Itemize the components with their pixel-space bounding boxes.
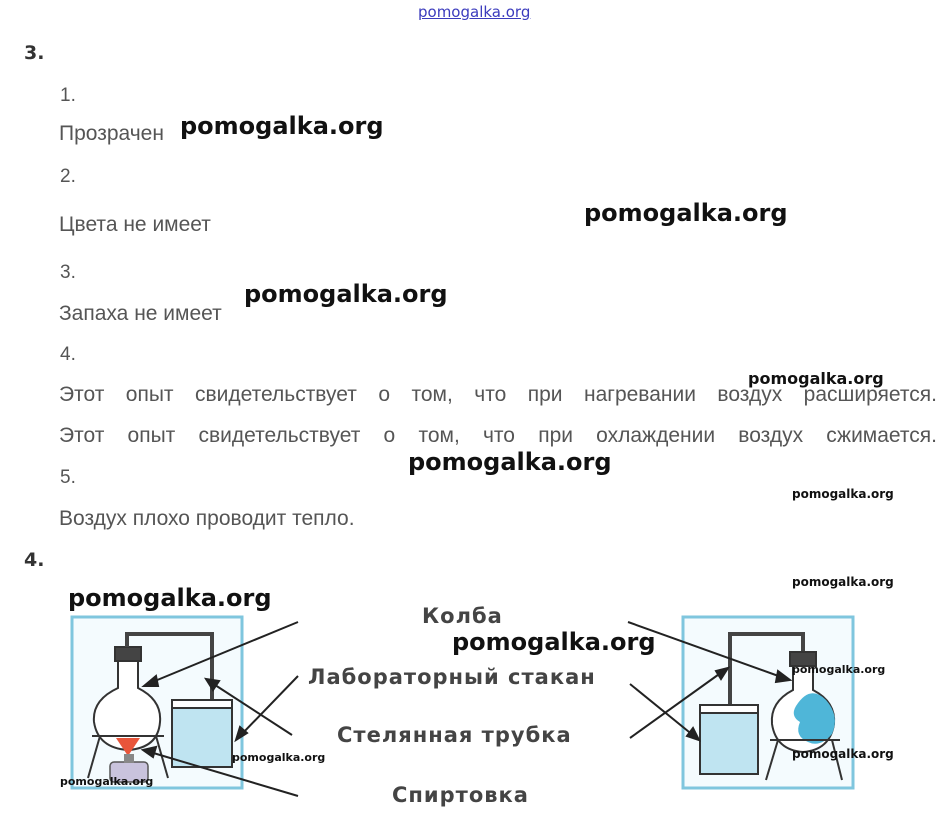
label-beaker: Лабораторный стакан bbox=[308, 665, 596, 689]
item-4-answer-heating: Этот опыт свидетельствует о том, что при нагревании воздух расширяется. bbox=[59, 383, 937, 406]
watermark: pomogalka.org bbox=[452, 628, 656, 656]
item-2-number: 2. bbox=[60, 166, 76, 187]
right-beaker bbox=[700, 705, 758, 774]
watermark: pomogalka.org bbox=[748, 369, 884, 388]
watermark: pomogalka.org bbox=[584, 199, 788, 227]
header-watermark-link[interactable]: pomogalka.org bbox=[418, 3, 531, 21]
item-5-number: 5. bbox=[60, 467, 76, 488]
watermark: pomogalka.org bbox=[68, 584, 272, 612]
watermark: pomogalka.org bbox=[408, 448, 612, 476]
watermark: pomogalka.org bbox=[180, 112, 384, 140]
label-flask: Колба bbox=[422, 604, 503, 628]
watermark: pomogalka.org bbox=[792, 747, 894, 761]
item-1-answer: Прозрачен bbox=[59, 122, 164, 145]
watermark: pomogalka.org bbox=[792, 663, 886, 676]
item-3-number: 3. bbox=[60, 262, 76, 283]
label-glass-tube: Стелянная трубка bbox=[337, 723, 572, 747]
watermark: pomogalka.org bbox=[60, 775, 154, 788]
watermark: pomogalka.org bbox=[792, 487, 894, 501]
item-4-answer-cooling: Этот опыт свидетельствует о том, что при охлаждении воздух сжимается. bbox=[59, 424, 937, 447]
item-5-answer: Воздух плохо проводит тепло. bbox=[59, 507, 355, 530]
watermark: pomogalka.org bbox=[792, 575, 894, 589]
watermark: pomogalka.org bbox=[244, 280, 448, 308]
item-3-answer: Запаха не имеет bbox=[59, 302, 222, 325]
left-beaker bbox=[172, 700, 232, 767]
watermark: pomogalka.org bbox=[232, 751, 326, 764]
item-1-number: 1. bbox=[60, 85, 76, 106]
label-spirit-lamp: Спиртовка bbox=[392, 783, 529, 807]
item-2-answer: Цвета не имеет bbox=[59, 213, 211, 236]
section-4-number: 4. bbox=[24, 549, 45, 571]
section-3-number: 3. bbox=[24, 42, 45, 64]
item-4-number: 4. bbox=[60, 344, 76, 365]
